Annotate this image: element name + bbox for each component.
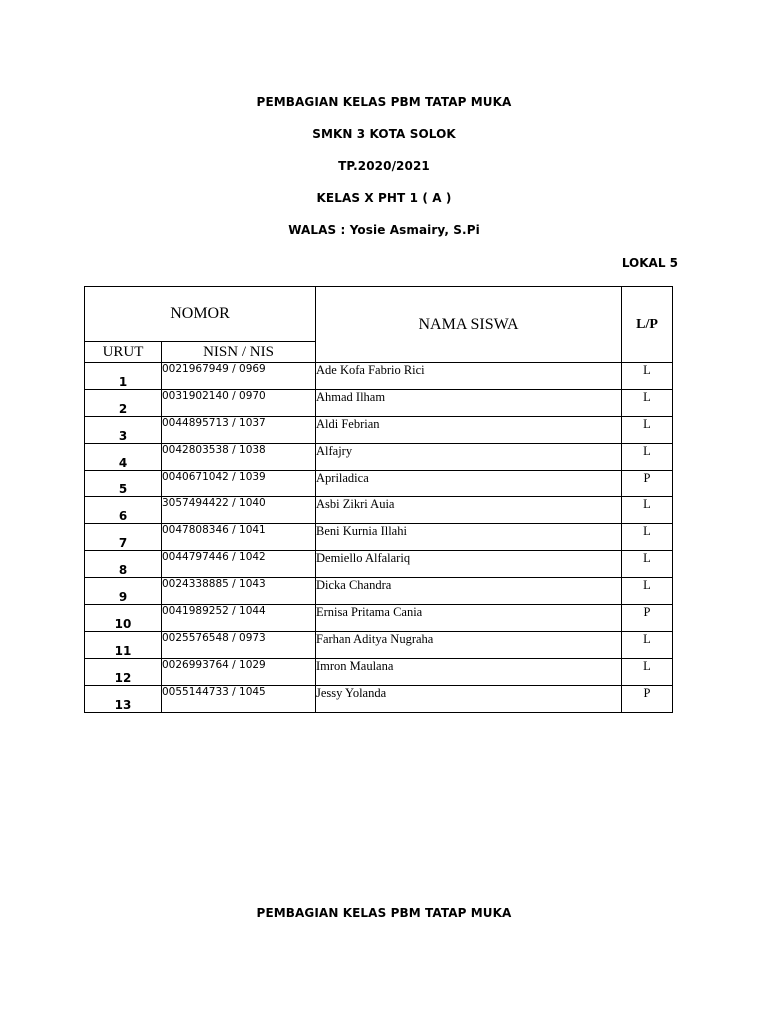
row-student-name: Dicka Chandra — [316, 578, 622, 605]
row-gender: L — [622, 443, 673, 470]
table-row — [85, 631, 673, 658]
row-gender: L — [622, 497, 673, 524]
row-number: 2 — [85, 389, 162, 416]
row-number: 13 — [85, 685, 162, 712]
row-nisn: 0044797446 / 1042 — [162, 551, 316, 578]
school-year: TP.2020/2021 — [338, 159, 430, 173]
table-row — [85, 685, 673, 712]
row-nisn: 0041989252 / 1044 — [162, 605, 316, 632]
class-name: KELAS X PHT 1 ( A ) — [316, 191, 452, 205]
next-page-title: PEMBAGIAN KELAS PBM TATAP MUKA — [256, 906, 512, 920]
row-number: 12 — [85, 658, 162, 685]
table-row — [85, 416, 673, 443]
row-student-name: Asbi Zikri Auia — [316, 497, 622, 524]
table-row — [85, 605, 673, 632]
column-header-urut: URUT — [85, 342, 162, 363]
row-gender: P — [622, 470, 673, 497]
row-nisn: 0025576548 / 0973 — [162, 631, 316, 658]
column-header-nisn: NISN / NIS — [162, 342, 316, 363]
row-nisn: 0026993764 / 1029 — [162, 658, 316, 685]
row-gender: L — [622, 631, 673, 658]
row-gender: L — [622, 389, 673, 416]
table-row — [85, 363, 673, 390]
row-gender: L — [622, 551, 673, 578]
table-row — [85, 551, 673, 578]
row-gender: P — [622, 685, 673, 712]
row-student-name: Farhan Aditya Nugraha — [316, 631, 622, 658]
row-nisn: 0040671042 / 1039 — [162, 470, 316, 497]
roster-body — [85, 363, 673, 713]
row-nisn: 0047808346 / 1041 — [162, 524, 316, 551]
row-number: 9 — [85, 578, 162, 605]
row-student-name: Alfajry — [316, 443, 622, 470]
student-roster-table — [84, 286, 673, 713]
table-row — [85, 658, 673, 685]
row-nisn: 0042803538 / 1038 — [162, 443, 316, 470]
row-number: 1 — [85, 363, 162, 390]
row-gender: L — [622, 658, 673, 685]
row-gender: L — [622, 416, 673, 443]
table-row — [85, 578, 673, 605]
row-nisn: 0031902140 / 0970 — [162, 389, 316, 416]
row-student-name: Ahmad Ilham — [316, 389, 622, 416]
row-nisn: 0024338885 / 1043 — [162, 578, 316, 605]
row-gender: L — [622, 578, 673, 605]
table-row — [85, 524, 673, 551]
row-nisn: 0055144733 / 1045 — [162, 685, 316, 712]
document-title: PEMBAGIAN KELAS PBM TATAP MUKA — [256, 95, 512, 109]
row-student-name: Demiello Alfalariq — [316, 551, 622, 578]
row-number: 8 — [85, 551, 162, 578]
row-student-name: Ade Kofa Fabrio Rici — [316, 363, 622, 390]
row-student-name: Imron Maulana — [316, 658, 622, 685]
row-number: 3 — [85, 416, 162, 443]
row-nisn: 0021967949 / 0969 — [162, 363, 316, 390]
row-gender: L — [622, 363, 673, 390]
table-row — [85, 470, 673, 497]
row-number: 6 — [85, 497, 162, 524]
table-row — [85, 443, 673, 470]
row-gender: P — [622, 605, 673, 632]
row-number: 4 — [85, 443, 162, 470]
row-number: 7 — [85, 524, 162, 551]
column-header-nama-siswa: NAMA SISWA — [316, 287, 622, 363]
column-header-lp: L/P — [622, 287, 673, 363]
school-name: SMKN 3 KOTA SOLOK — [312, 127, 456, 141]
row-student-name: Beni Kurnia Illahi — [316, 524, 622, 551]
row-student-name: Ernisa Pritama Cania — [316, 605, 622, 632]
row-gender: L — [622, 524, 673, 551]
table-row — [85, 497, 673, 524]
row-number: 10 — [85, 605, 162, 632]
row-number: 11 — [85, 631, 162, 658]
column-header-nomor: NOMOR — [85, 287, 316, 342]
row-nisn: 3057494422 / 1040 — [162, 497, 316, 524]
room-label: LOKAL 5 — [621, 256, 678, 270]
row-nisn: 0044895713 / 1037 — [162, 416, 316, 443]
row-student-name: Jessy Yolanda — [316, 685, 622, 712]
row-student-name: Aldi Febrian — [316, 416, 622, 443]
row-student-name: Apriladica — [316, 470, 622, 497]
row-number: 5 — [85, 470, 162, 497]
table-row — [85, 389, 673, 416]
homeroom-teacher: WALAS : Yosie Asmairy, S.Pi — [288, 223, 480, 237]
